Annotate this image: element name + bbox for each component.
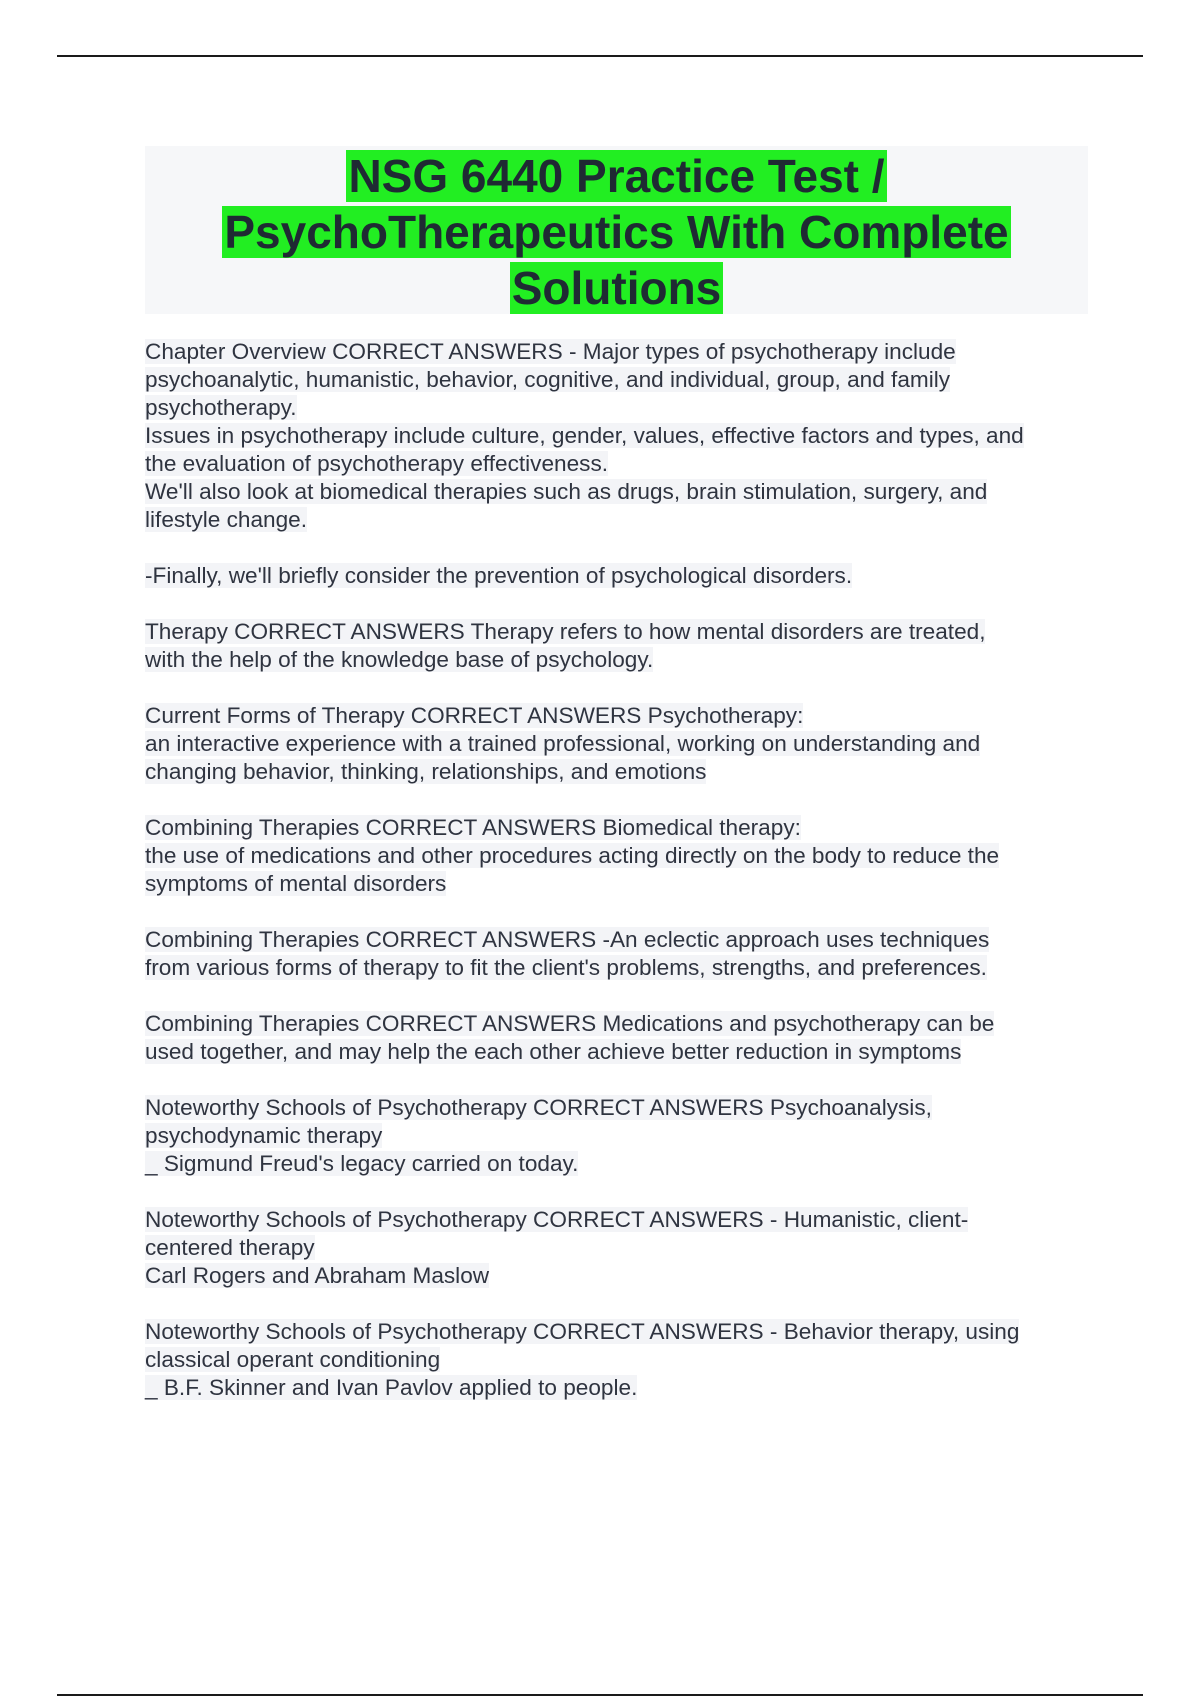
qa-paragraph-combining-medications xyxy=(145,1010,1095,1066)
text-line: Carl Rogers and Abraham Maslow xyxy=(145,1263,490,1288)
document-body xyxy=(145,338,1095,1430)
qa-paragraph-schools-behavior xyxy=(145,1318,1095,1402)
qa-paragraph-combining-biomedical xyxy=(145,814,1095,898)
text-line: the use of medications and other procedures acting directly on the body to reduce the xyxy=(145,843,1000,868)
text-line: from various forms of therapy to fit the client's problems, strengths, and preferences. xyxy=(145,955,987,980)
text-line: classical operant conditioning xyxy=(145,1347,441,1372)
text-line: psychotherapy. xyxy=(145,395,297,420)
text-line: -Finally, we'll briefly consider the prevention of psychological disorders. xyxy=(145,563,853,588)
text-line: psychoanalytic, humanistic, behavior, cognitive, and individual, group, and family xyxy=(145,367,951,392)
qa-paragraph-schools-humanistic xyxy=(145,1206,1095,1290)
text-line: symptoms of mental disorders xyxy=(145,871,447,896)
text-line: _ Sigmund Freud's legacy carried on today. xyxy=(145,1151,579,1176)
title-block xyxy=(145,146,1088,314)
text-line: used together, and may help the each other achieve better reduction in symptoms xyxy=(145,1039,962,1064)
qa-paragraph-chapter-overview xyxy=(145,338,1095,534)
text-line: Chapter Overview CORRECT ANSWERS - Major types of psychotherapy include xyxy=(145,339,956,364)
title-line: Solutions xyxy=(511,262,722,314)
text-line: Noteworthy Schools of Psychotherapy CORRECT ANSWERS - Humanistic, client- xyxy=(145,1207,969,1232)
text-line: Combining Therapies CORRECT ANSWERS -An eclectic approach uses techniques xyxy=(145,927,990,952)
text-line: We'll also look at biomedical therapies such as drugs, brain stimulation, surgery, and xyxy=(145,479,988,504)
text-line: Issues in psychotherapy include culture, gender, values, effective factors and types, and xyxy=(145,423,1024,448)
text-line: changing behavior, thinking, relationships, and emotions xyxy=(145,759,707,784)
text-line: an interactive experience with a trained professional, working on understanding and xyxy=(145,731,981,756)
text-line: Noteworthy Schools of Psychotherapy CORRECT ANSWERS Psychoanalysis, xyxy=(145,1095,932,1120)
qa-paragraph-prevention xyxy=(145,562,1095,590)
text-line: Current Forms of Therapy CORRECT ANSWERS Psychotherapy: xyxy=(145,703,804,728)
document-title xyxy=(145,146,1088,316)
text-line: Combining Therapies CORRECT ANSWERS Medications and psychotherapy can be xyxy=(145,1011,995,1036)
text-line: _ B.F. Skinner and Ivan Pavlov applied to people. xyxy=(145,1375,638,1400)
text-line: Combining Therapies CORRECT ANSWERS Biomedical therapy: xyxy=(145,815,801,840)
text-line: centered therapy xyxy=(145,1235,315,1260)
text-line: Therapy CORRECT ANSWERS Therapy refers to how mental disorders are treated, xyxy=(145,619,986,644)
qa-paragraph-combining-eclectic xyxy=(145,926,1095,982)
qa-paragraph-schools-psychoanalysis xyxy=(145,1094,1095,1178)
text-line: lifestyle change. xyxy=(145,507,308,532)
text-line: psychodynamic therapy xyxy=(145,1123,383,1148)
text-line: the evaluation of psychotherapy effectiveness. xyxy=(145,451,609,476)
qa-paragraph-current-forms xyxy=(145,702,1095,786)
title-line: NSG 6440 Practice Test / xyxy=(348,150,885,202)
text-line: with the help of the knowledge base of psychology. xyxy=(145,647,654,672)
bottom-rule xyxy=(57,1694,1143,1696)
top-rule xyxy=(57,55,1143,57)
text-line: Noteworthy Schools of Psychotherapy CORRECT ANSWERS - Behavior therapy, using xyxy=(145,1319,1020,1344)
qa-paragraph-therapy xyxy=(145,618,1095,674)
title-line: PsychoTherapeutics With Complete xyxy=(224,206,1009,258)
